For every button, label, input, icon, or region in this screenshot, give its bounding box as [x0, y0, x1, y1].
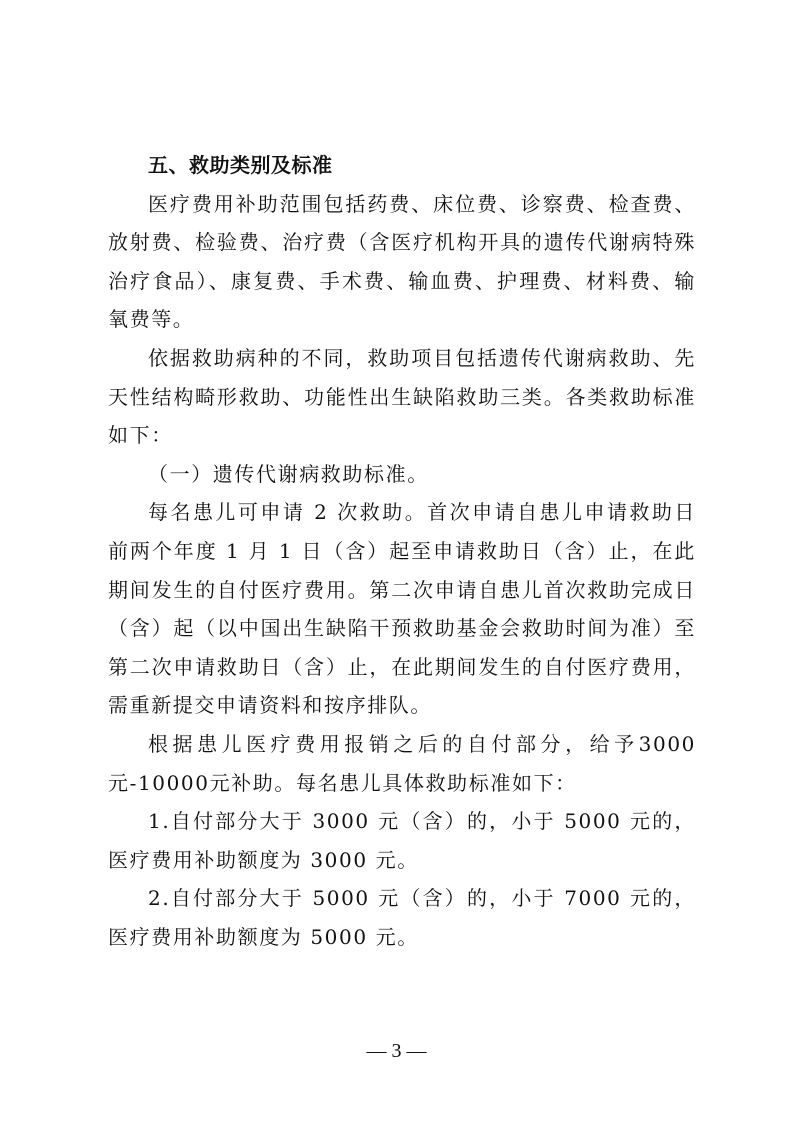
paragraph-aid-categories: 依据救助病种的不同，救助项目包括遗传代谢病救助、先天性结构畸形救助、功能性出生缺陷救助三类。各类救助标准如下： [108, 345, 696, 448]
subsection-heading-metabolic: （一）遗传代谢病救助标准。 [148, 461, 429, 486]
paragraph-application-rules: 每名患儿可申请 2 次救助。首次申请自患儿申请救助日前两个年度 1 月 1 日（含）起至申请救助日（含）止，在此期间发生的自付医疗费用。第二次申请自患儿首次救助完成日（含）起（以中国出生缺陷干预救助基金会救助时间为准）至第二次申请救助日（含）止，在此期间发生的自付医疗费用，需重新提交申请资料和按序排队。 [108, 500, 696, 718]
paragraph-subsidy-range: 根据患儿医疗费用报销之后的自付部分，给予3000元-10000元补助。每名患儿具体救助标准如下： [108, 731, 696, 795]
list-item-tier-1: 1.自付部分大于 3000 元（含）的，小于 5000 元的，医疗费用补助额度为 3000 元。 [108, 809, 696, 872]
section-heading: 五、救助类别及标准 [148, 153, 333, 177]
page-number: — 3 — [366, 1040, 427, 1062]
document-body [108, 146, 696, 956]
list-item-tier-2: 2.自付部分大于 5000 元（含）的，小于 7000 元的，医疗费用补助额度为 5000 元。 [108, 886, 696, 949]
paragraph-coverage-scope: 医疗费用补助范围包括药费、床位费、诊察费、检查费、放射费、检验费、治疗费（含医疗机构开具的遗传代谢病特殊治疗食品）、康复费、手术费、输血费、护理费、材料费、输氧费等。 [108, 191, 696, 332]
